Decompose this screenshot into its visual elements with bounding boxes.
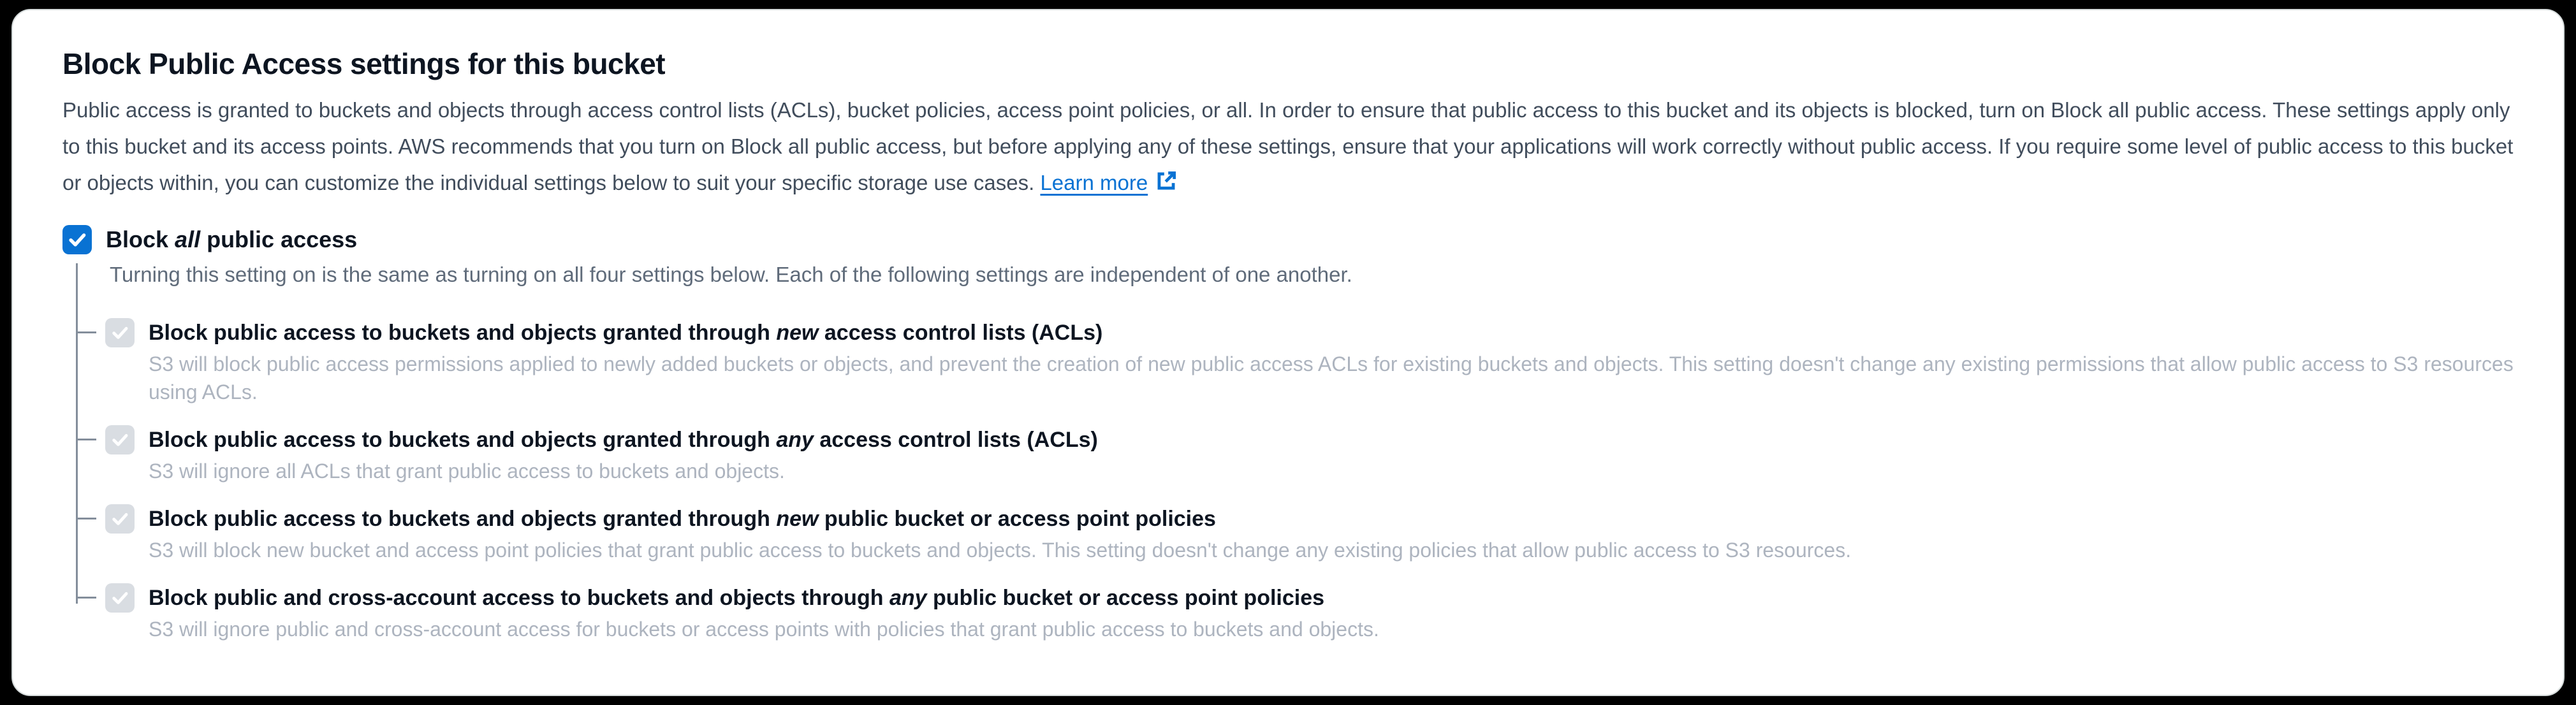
setting-block-any-acls [76,425,2514,485]
block-new-acls-label: Block public access to buckets and objects granted through new access control lists (ACLs) [149,321,1103,345]
sub-settings-group [76,261,2514,643]
intro-paragraph [62,92,2514,201]
checkmark-icon [110,588,130,608]
block-new-acls-description: S3 will block public access permissions applied to newly added buckets or objects, and prevent the creation of new public access ACLs for existing buckets and objects. This setting doesn't change any existing permissions that allow public access to S3 resources using ACLs. [149,352,2514,403]
block-all-public-access-checkbox[interactable] [62,225,92,254]
setting-block-new-acls [76,318,2514,406]
checkmark-icon [66,229,88,251]
intro-text: Public access is granted to buckets and objects through access control lists (ACLs), bucket policies, access point policies, or all. In order to ensure that public access to this bucket and its objects is blocked, turn on Block all public access. These settings apply only to this bucket and its access points. AWS recommends that you turn on Block all public access, but before applying any of these settings, ensure that your applications will work correctly without public access. If you require some level of public access to this bucket or objects within, you can customize the individual settings below to suit your specific storage use cases. [62,98,2514,194]
block-all-public-access-row [62,225,2514,254]
checkmark-icon [110,509,130,529]
setting-block-new-policies [76,504,2514,564]
block-new-policies-checkbox [105,504,135,534]
external-link-icon [1154,169,1178,193]
block-all-description: Turning this setting on is the same as turning on all four settings below. Each of the following settings are independent of one another. [110,263,1352,286]
block-public-access-panel [11,9,2565,696]
learn-more-label: Learn more [1040,171,1148,194]
block-any-policies-description: S3 will ignore public and cross-account access for buckets or access points with policies that grant public access to buckets and objects. [149,618,1379,641]
checkmark-icon [110,430,130,450]
page-title: Block Public Access settings for this bucket [62,47,666,80]
checkmark-icon [110,323,130,343]
block-any-acls-checkbox [105,425,135,454]
block-any-policies-label: Block public and cross-account access to buckets and objects through any public bucket or access point policies [149,586,1325,610]
learn-more-link[interactable] [1040,171,1178,194]
block-any-acls-label: Block public access to buckets and objects granted through any access control lists (ACLs) [149,428,1098,452]
block-any-acls-description: S3 will ignore all ACLs that grant public access to buckets and objects. [149,460,785,483]
block-any-policies-checkbox [105,583,135,613]
block-new-acls-checkbox [105,318,135,347]
block-new-policies-label: Block public access to buckets and objects granted through new public bucket or access point policies [149,507,1216,531]
setting-block-any-policies [76,583,2514,643]
block-all-public-access-label: Block all public access [106,226,358,252]
block-new-policies-description: S3 will block new bucket and access point policies that grant public access to buckets and objects. This setting doesn't change any existing policies that allow public access to S3 resources. [149,539,1852,562]
